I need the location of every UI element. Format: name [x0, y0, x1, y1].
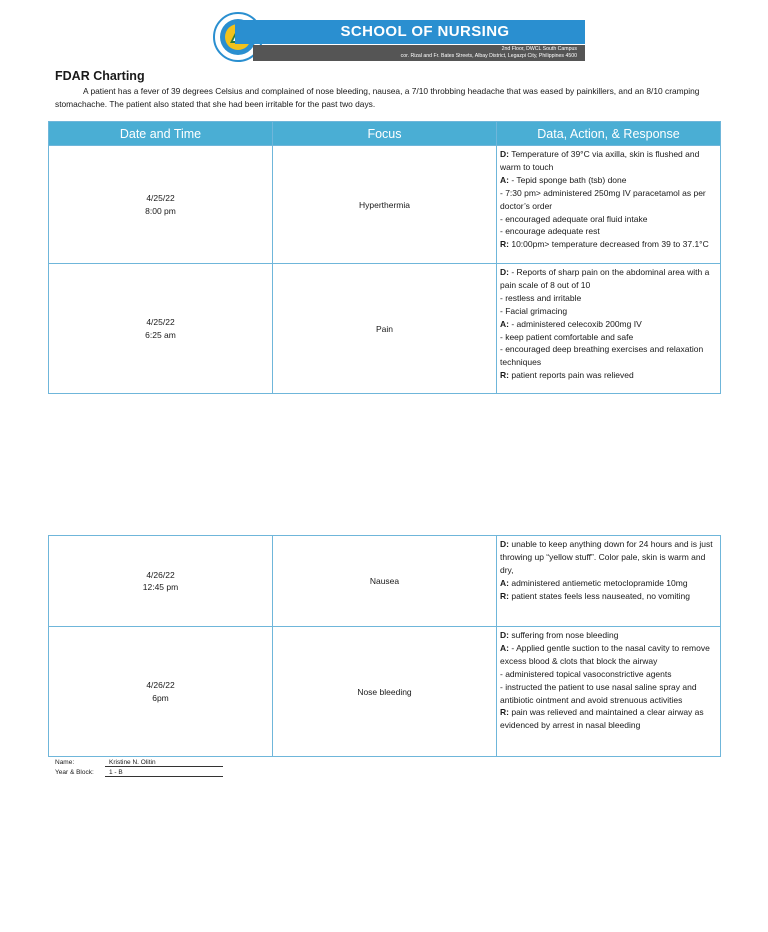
entry-date: 4/25/22 [146, 317, 175, 327]
dar-line [500, 629, 717, 642]
entry-date: 4/26/22 [146, 569, 175, 580]
entry-date: 4/26/22 [146, 680, 175, 690]
dar-text: - encouraged deep breathing exercises and relaxation techniques [500, 344, 704, 368]
school-address [253, 45, 585, 61]
fdar-table-1 [48, 121, 721, 394]
dar-text: - Reports of sharp pain on the abdominal area with a pain scale of 8 out of 10 [500, 267, 710, 290]
date-time-cell [49, 627, 273, 757]
dar-text: pain was relieved and maintained a clear airway as evidenced by arrest in nasal bleeding [500, 707, 704, 731]
page-title: FDAR Charting [55, 69, 145, 83]
dar-text: - restless and irritable [500, 292, 582, 303]
focus-cell: Nose bleeding [273, 627, 497, 757]
dar-prefix: D: [500, 539, 509, 549]
dar-line [500, 187, 717, 213]
entry-time: 6:25 am [145, 329, 176, 340]
dar-text: suffering from nose bleeding [508, 630, 619, 640]
dar-text: 10:00pm> temperature decreased from 39 to 37.1°C [508, 239, 709, 250]
dar-text: administered antiemetic metoclopramide 10mg [508, 577, 688, 588]
dar-line [500, 590, 717, 603]
dar-line [500, 148, 717, 174]
dar-text: patient states feels less nauseated, no vomiting [508, 590, 690, 601]
school-name: SCHOOL OF NURSING [340, 23, 510, 40]
entry-time: 8:00 pm [145, 205, 176, 216]
dar-line [500, 238, 717, 251]
year-block-value: 1 - B [105, 769, 223, 777]
school-header [213, 12, 585, 62]
name-label: Name: [55, 759, 75, 766]
dar-text: unable to keep anything down for 24 hours and is just throwing up “yellow stuff”. Color pale, skin is warm and dry, [500, 539, 713, 575]
dar-text: - Applied gentle suction to the nasal cavity to remove excess blood & clots that block the airway [500, 642, 710, 666]
table-row [49, 627, 721, 757]
dar-prefix: A: [500, 642, 509, 653]
dar-line [500, 292, 717, 305]
header-date-time: Date and Time [49, 122, 273, 146]
dar-text: - Facial grimacing [500, 305, 568, 316]
dar-prefix: D: [500, 149, 509, 159]
dar-line [500, 174, 717, 187]
dar-text: - administered topical vasoconstrictive agents [500, 668, 672, 679]
dar-cell [497, 146, 721, 264]
dar-cell [497, 264, 721, 394]
dar-cell [497, 536, 721, 627]
dar-line [500, 706, 717, 732]
dar-prefix: A: [500, 318, 509, 329]
entry-time: 6pm [152, 692, 169, 703]
header-focus: Focus [273, 122, 497, 146]
dar-line [500, 343, 717, 369]
dar-prefix: D: [500, 630, 509, 640]
table-row [49, 536, 721, 627]
dar-text: patient reports pain was relieved [508, 370, 634, 381]
dar-prefix: R: [500, 707, 509, 718]
dar-prefix: D: [500, 267, 509, 277]
year-block-label: Year & Block: [55, 769, 94, 776]
table-row [49, 146, 721, 264]
dar-prefix: R: [500, 590, 509, 601]
focus-cell: Pain [273, 264, 497, 394]
table-row [49, 264, 721, 394]
dar-text: - 7:30 pm> administered 250mg IV paracetamol as per doctor’s order [500, 187, 706, 211]
patient-summary: A patient has a fever of 39 degrees Celsius and complained of nose bleeding, nausea, a 7/10 throbbing headache that was eased by painkillers, and an 8/10 cramping stomachache. The patient also stated that she had been irritable for the past two days. [55, 86, 700, 109]
dar-line [500, 538, 717, 577]
dar-line [500, 369, 717, 382]
dar-line [500, 266, 717, 292]
dar-text: Temperature of 39°C via axilla, skin is flushed and warm to touch [500, 149, 700, 172]
table-header-row [49, 122, 721, 146]
name-value: Kristine N. Olitin [105, 759, 223, 767]
dar-text: - keep patient comfortable and safe [500, 331, 634, 342]
focus-cell: Nausea [273, 536, 497, 627]
address-line1: 2nd Floor, DWCL South Campus [501, 46, 577, 52]
entry-date: 4/25/22 [146, 193, 175, 203]
dar-text: - administered celecoxib 200mg IV [508, 318, 642, 329]
focus-cell: Hyperthermia [273, 146, 497, 264]
dar-text: - Tepid sponge bath (tsb) done [508, 174, 627, 185]
dar-text: - encourage adequate rest [500, 226, 600, 237]
fdar-table-2 [48, 535, 721, 757]
dar-line [500, 225, 717, 238]
dar-prefix: R: [500, 370, 509, 381]
dar-line [500, 318, 717, 331]
dar-prefix: A: [500, 577, 509, 588]
dar-text: - instructed the patient to use nasal saline spray and antibiotic ointment and avoid strenuous activities [500, 681, 697, 705]
dar-line [500, 642, 717, 668]
header-dar: Data, Action, & Response [497, 122, 721, 146]
dar-line [500, 668, 717, 681]
address-line2: cor. Rizal and Fr. Bates Streets, Albay District, Legazpi City, Philippines 4500 [400, 53, 577, 59]
dar-line [500, 213, 717, 226]
dar-line [500, 305, 717, 318]
dar-line [500, 577, 717, 590]
date-time-cell [49, 264, 273, 394]
school-banner [235, 20, 585, 44]
dar-prefix: R: [500, 239, 509, 250]
dar-cell [497, 627, 721, 757]
date-time-cell [49, 146, 273, 264]
entry-time: 12:45 pm [142, 582, 179, 592]
dar-line [500, 331, 717, 344]
dar-text: - encouraged adequate oral fluid intake [500, 213, 648, 224]
dar-line [500, 681, 717, 707]
date-time-cell [49, 536, 273, 627]
dar-prefix: A: [500, 174, 509, 185]
